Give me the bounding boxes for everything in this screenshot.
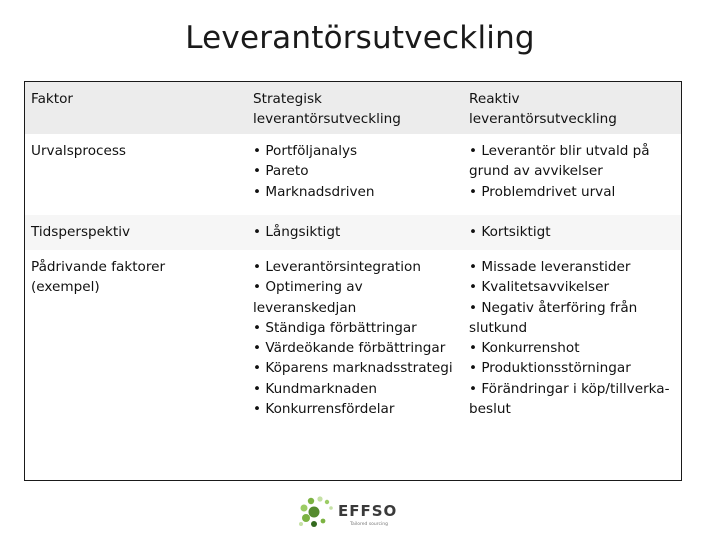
- cell-line: Tidsperspektiv: [31, 224, 131, 240]
- strategic-cell: [247, 250, 463, 480]
- header-cell-strategisk: [247, 82, 463, 134]
- cell-line: • Köparens marknadsstrategi: [253, 360, 453, 377]
- logo-dot: [308, 498, 314, 504]
- logo-dot: [317, 496, 322, 501]
- cell-line: slutkund: [469, 319, 528, 336]
- cell-line: Strategisk: [253, 91, 322, 107]
- table-row: [25, 134, 681, 215]
- effso-logo: [298, 494, 408, 530]
- cell-line: grund av avvikelser: [469, 163, 603, 180]
- logo-dot: [311, 521, 317, 527]
- logo-dot: [329, 506, 333, 510]
- cell-line: • Portföljanalys: [253, 143, 358, 159]
- row-label: [25, 134, 247, 215]
- cell-line: Reaktiv: [469, 91, 520, 107]
- table-row: [25, 215, 681, 250]
- comparison-table: [24, 81, 682, 481]
- logo-dot: [325, 500, 329, 504]
- logo-wordmark: EFFSO: [338, 502, 398, 520]
- cell-line: • Pareto: [253, 163, 309, 180]
- logo-dots-icon: [299, 496, 333, 527]
- cell-line: • Leverantörsintegration: [253, 259, 421, 275]
- logo-dot: [309, 507, 320, 518]
- logo-dot: [299, 522, 303, 526]
- strategic-cell: [247, 215, 463, 250]
- cell-line: • Förändringar i köp/tillverka-: [469, 380, 670, 397]
- cell-line: Pådrivande faktorer: [31, 259, 166, 275]
- header-cell-reaktiv: [463, 82, 681, 134]
- reactive-cell: [463, 134, 681, 215]
- cell-line: leveranskedjan: [253, 299, 357, 316]
- cell-line: • Värdeökande förbättringar: [253, 340, 446, 357]
- cell-line: • Produktionsstörningar: [469, 360, 631, 377]
- cell-line: • Negativ återföring från: [469, 299, 638, 316]
- cell-line: Urvalsprocess: [31, 143, 127, 159]
- logo-tagline: Tailored sourcing: [350, 522, 388, 527]
- cell-line: • Kortsiktigt: [469, 224, 551, 240]
- cell-line: • Ständiga förbättringar: [253, 319, 417, 336]
- cell-line: • Problemdrivet urval: [469, 183, 616, 200]
- cell-line: Faktor: [31, 91, 74, 107]
- cell-line: • Konkurrenshot: [469, 340, 580, 357]
- cell-line: • Optimering av: [253, 279, 363, 296]
- slide-title: Leverantörsutveckling: [185, 20, 535, 56]
- table-header-row: [25, 82, 681, 134]
- cell-line: • Långsiktigt: [253, 224, 341, 240]
- row-label: [25, 215, 247, 250]
- cell-line: • Kundmarknaden: [253, 380, 378, 397]
- reactive-cell: [463, 250, 681, 480]
- table-row: [25, 250, 681, 480]
- cell-line: • Kvalitetsavvikelser: [469, 279, 610, 296]
- logo-dot: [302, 514, 310, 522]
- cell-line: leverantörsutveckling: [469, 111, 617, 128]
- cell-line: (exempel): [31, 279, 100, 296]
- reactive-cell: [463, 215, 681, 250]
- cell-line: • Marknadsdriven: [253, 183, 375, 200]
- cell-line: • Leverantör blir utvald på: [469, 143, 650, 159]
- cell-line: • Missade leveranstider: [469, 259, 631, 275]
- cell-line: leverantörsutveckling: [253, 111, 401, 128]
- row-label: [25, 250, 247, 480]
- logo-dot: [301, 505, 308, 512]
- cell-line: • Konkurrensfördelar: [253, 401, 395, 418]
- strategic-cell: [247, 134, 463, 215]
- logo-dot: [321, 519, 326, 524]
- cell-line: beslut: [469, 401, 511, 418]
- header-cell-faktor: [25, 82, 247, 134]
